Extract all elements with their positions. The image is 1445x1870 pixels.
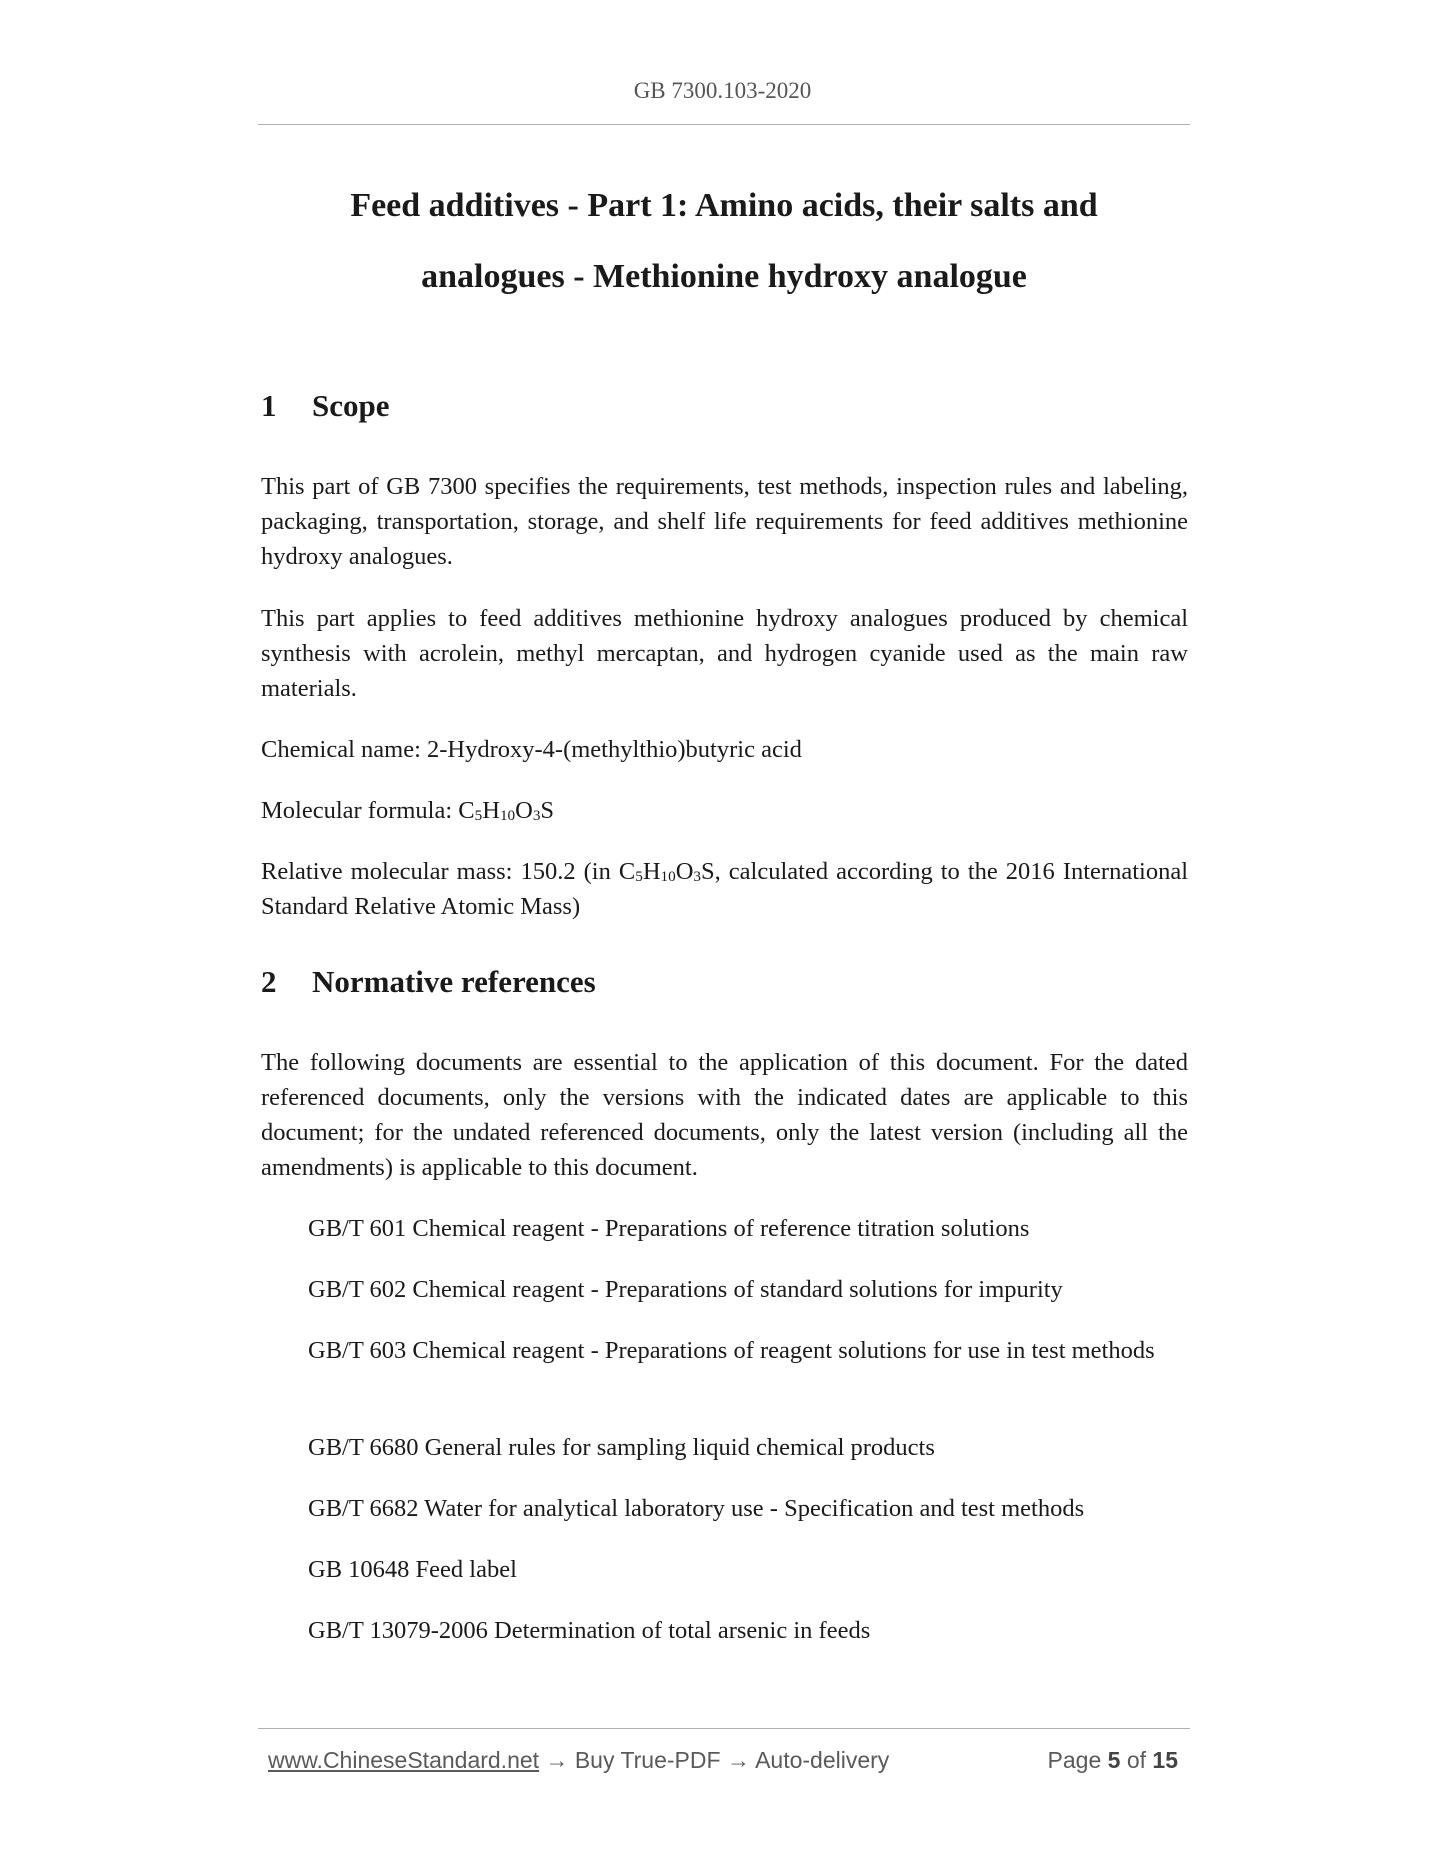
arrow-right-icon: → <box>545 1747 569 1773</box>
page-label: Page <box>1047 1747 1102 1773</box>
molecular-formula <box>261 793 1188 828</box>
reference-item: GB/T 601 Chemical reagent - Preparations of reference titration solutions <box>308 1215 1030 1242</box>
mass-prefix: Relative molecular mass: 150.2 (in <box>261 858 619 885</box>
chemical-name: Chemical name: 2-Hydroxy-4-(methylthio)butyric acid <box>261 736 802 763</box>
auto-delivery-text: Auto-delivery <box>755 1747 890 1773</box>
section-1-number: 1 <box>261 388 277 423</box>
buy-pdf-text: Buy True-PDF <box>574 1747 721 1773</box>
formula-text: $C_5H_{10}O_3S$ <box>618 858 715 885</box>
arrow-right-icon: → <box>726 1747 750 1773</box>
section-1-title: Scope <box>312 388 390 423</box>
reference-item: GB/T 602 Chemical reagent - Preparations of standard solutions for impurity <box>308 1276 1063 1303</box>
section-2-heading <box>261 964 596 1000</box>
of-label: of <box>1126 1747 1147 1773</box>
page-current: 5 <box>1107 1747 1121 1773</box>
footer-promo <box>268 1747 889 1774</box>
scope-paragraph-2: This part applies to feed additives methionine hydroxy analogues produced by chemical synthesis with acrolein, methyl mercaptan, and hydrogen cyanide used as the main raw materials. <box>261 605 1188 702</box>
document-code-header: GB 7300.103-2020 <box>633 78 812 103</box>
mass-suffix: , calculated according to the 2016 International Standard Relative Atomic Mass) <box>261 858 1188 920</box>
page-footer <box>0 1747 1445 1783</box>
section-2-title: Normative references <box>312 964 596 999</box>
reference-item: GB 10648 Feed label <box>308 1556 517 1583</box>
site-link[interactable]: www.ChineseStandard.net <box>268 1747 540 1773</box>
title-line-2: analogues - Methionine hydroxy analogue <box>421 258 1027 295</box>
document-title <box>258 170 1190 312</box>
section-1-heading <box>261 388 390 424</box>
relative-molecular-mass <box>261 854 1188 924</box>
reference-item: GB/T 6682 Water for analytical laboratory use - Specification and test methods <box>308 1495 1085 1522</box>
header-divider <box>258 124 1190 125</box>
reference-item: GB/T 6680 General rules for sampling liquid chemical products <box>308 1434 935 1461</box>
reference-item: GB/T 13079-2006 Determination of total arsenic in feeds <box>308 1617 871 1644</box>
formula-text: $C_5H_{10}O_3S$ <box>458 797 555 824</box>
molecular-formula-label: Molecular formula: <box>261 797 459 824</box>
title-line-1: Feed additives - Part 1: Amino acids, their salts and <box>350 187 1098 224</box>
reference-item: GB/T 603 Chemical reagent - Preparations of reagent solutions for use in test methods <box>308 1337 1155 1364</box>
footer-divider <box>258 1728 1190 1729</box>
page-number <box>1048 1747 1178 1774</box>
section-2-number: 2 <box>261 964 277 999</box>
scope-paragraph-1: This part of GB 7300 specifies the requirements, test methods, inspection rules and labeling, packaging, transportation, storage, and shelf life requirements for feed additives methionine hydroxy analogues. <box>261 473 1188 570</box>
normative-references-intro: The following documents are essential to the application of this document. For the dated referenced documents, only the versions with the indicated dates are applicable to this document; for the undated referenced documents, only the latest version (including all the amendments) is applicable to this document. <box>261 1049 1188 1181</box>
page-total: 15 <box>1152 1747 1178 1773</box>
